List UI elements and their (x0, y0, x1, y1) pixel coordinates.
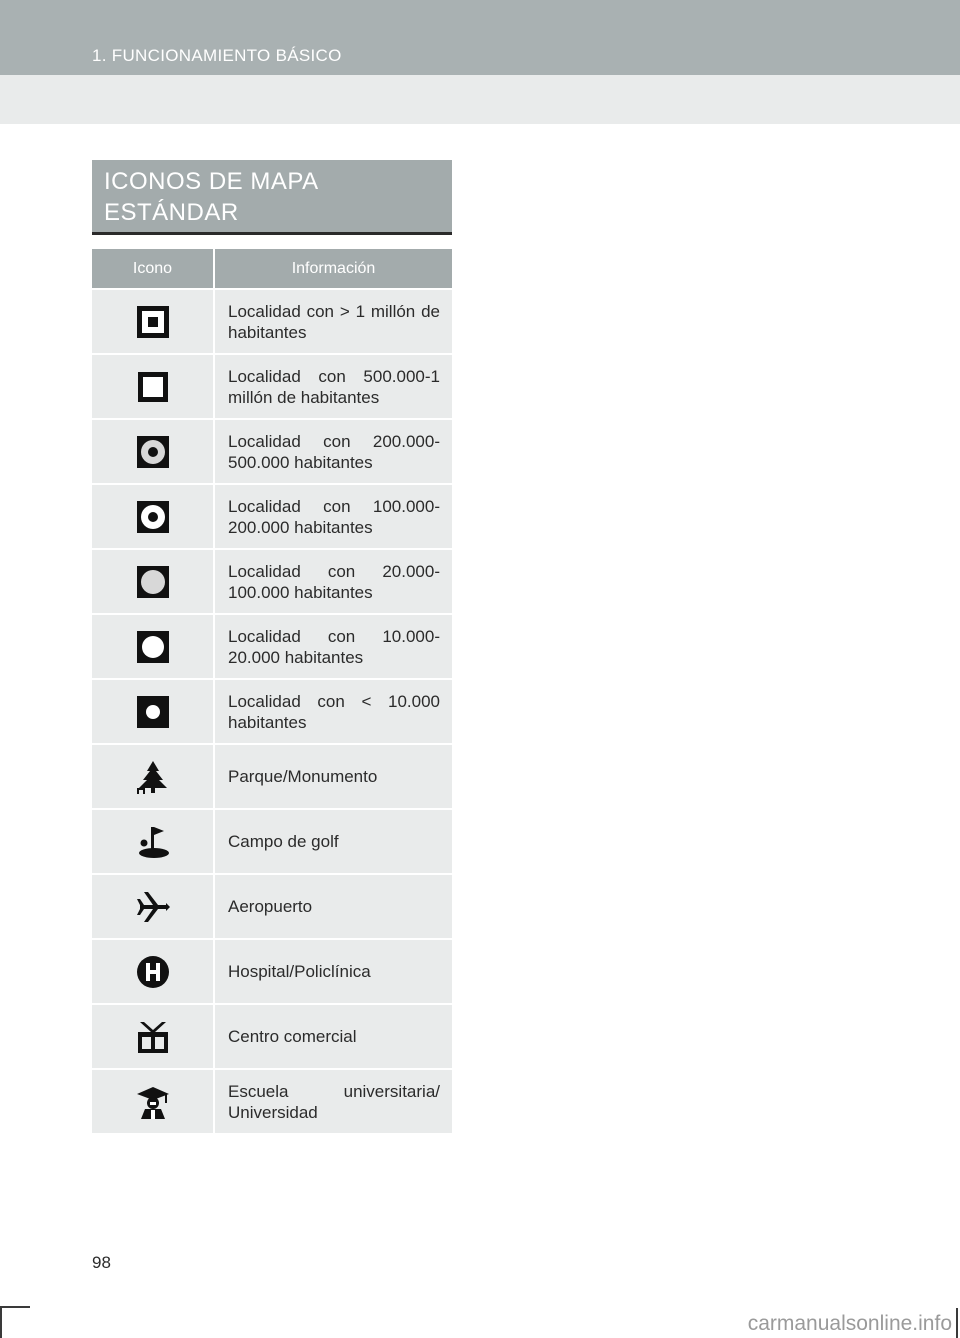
table-cell-info: Escuela universitaria/ Universidad (214, 1069, 452, 1133)
table-cell-info: Localidad con 500.000-1 millón de habitantes (214, 354, 452, 419)
city-10k-20k-icon (136, 630, 170, 664)
table-cell-info: Campo de golf (214, 809, 452, 874)
city-over-1m-icon (136, 305, 170, 339)
table-cell-info: Hospital/Policlínica (214, 939, 452, 1004)
table-header-row (92, 249, 452, 289)
city-20k-100k-icon (136, 565, 170, 599)
table-cell-info: Centro comercial (214, 1004, 452, 1069)
section-title: ICONOS DE MAPA ESTÁNDAR (104, 168, 318, 226)
table-row (92, 679, 452, 744)
table-row (92, 549, 452, 614)
table-cell-info: Localidad con 10.000-20.000 habitantes (214, 614, 452, 679)
hospital-icon (136, 955, 170, 989)
table-cell-info: Aeropuerto (214, 874, 452, 939)
golf-icon (136, 825, 170, 859)
crop-mark (0, 1308, 2, 1338)
column-header-icon: Icono (92, 249, 214, 289)
table-row (92, 354, 452, 419)
table-row (92, 939, 452, 1004)
table-cell-info: Localidad con > 1 millón de habitantes (214, 289, 452, 354)
table-cell-info: Parque/Monumento (214, 744, 452, 809)
chapter-title: 1. FUNCIONAMIENTO BÁSICO (92, 46, 342, 65)
crop-mark (956, 1308, 958, 1338)
shopping-center-icon (136, 1020, 170, 1054)
page-number: 98 (92, 1253, 111, 1272)
table-cell-info: Localidad con 20.000-100.000 habitantes (214, 549, 452, 614)
section-title-box (92, 160, 452, 235)
table-cell-info: Localidad con 200.000-500.000 habitantes (214, 419, 452, 484)
park-icon (136, 760, 170, 794)
table-row (92, 809, 452, 874)
header-subband (0, 75, 960, 124)
table-cell-info: Localidad con 100.000-200.000 habitantes (214, 484, 452, 549)
crop-mark (0, 1306, 30, 1308)
airport-icon (136, 890, 170, 924)
watermark: carmanualsonline.info (747, 1312, 952, 1335)
city-500k-1m-icon (136, 370, 170, 404)
table-row (92, 1069, 452, 1133)
table-row (92, 289, 452, 354)
table-row (92, 744, 452, 809)
university-icon (136, 1085, 170, 1119)
column-header-info: Información (214, 249, 452, 289)
icon-table (92, 249, 452, 1133)
table-row (92, 419, 452, 484)
table-row (92, 1004, 452, 1069)
table-row (92, 484, 452, 549)
city-200k-500k-icon (136, 435, 170, 469)
city-100k-200k-icon (136, 500, 170, 534)
table-cell-info: Localidad con < 10.000 habitantes (214, 679, 452, 744)
city-under-10k-icon (136, 695, 170, 729)
table-row (92, 614, 452, 679)
table-row (92, 874, 452, 939)
